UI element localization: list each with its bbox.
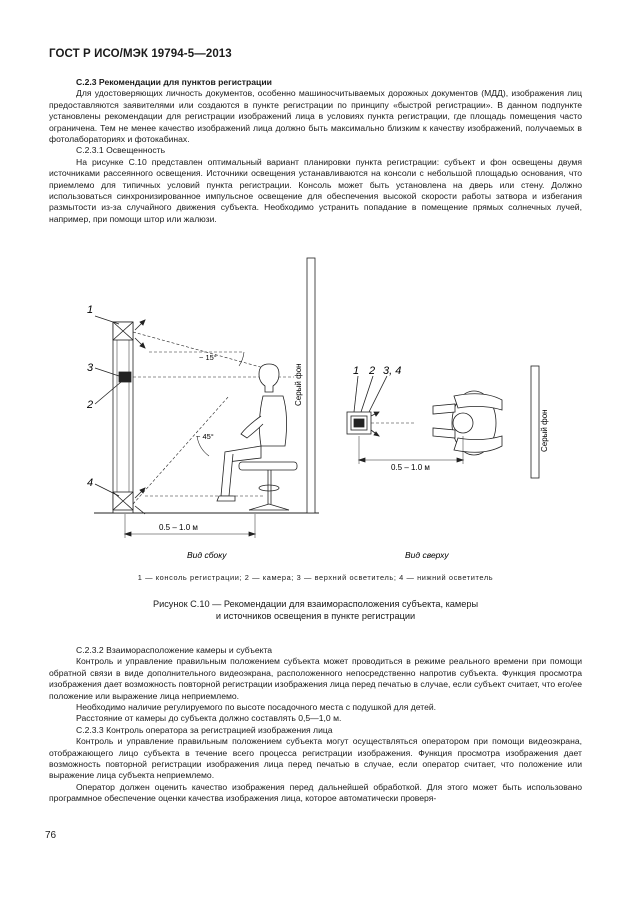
paragraph: Для удостоверяющих личность документов, особенно машиносчитываемых дорожных документов (МДД), изображения лиц предоставляются заявителями или создаются в пункте регистрации по принципу «быстрой регистрации». В данном подпункте установлены рекомендации для регистрации изображений лица в условиях пункта регистрации, где площадь помещения часто ограничена. Тем не менее качество изображений лица должно быть максимально близким к качеству изображений, получаемых в фотолабораториях и фотокабинах. (49, 88, 582, 145)
paragraph: Контроль и управление правильным положением субъекта могут осуществляться оператором при помощи видеоэкрана, отображающего лицо субъекта в течение всего процесса регистрации изображения. Функция просмотра изображения дает возможность повторной регистрации изображения лица перед печатью в случае, если оператор считает, что положение или выражение лица субъекта неприемлемо. (49, 736, 582, 781)
label-1-side: 1 (87, 304, 94, 316)
bg-label-top: Серый фон (540, 409, 549, 452)
figure-caption (49, 598, 582, 622)
label-3-side: 3 (87, 362, 94, 374)
label-34-top: 3, 4 (383, 365, 402, 377)
view-side-caption: Вид сбоку (187, 550, 227, 560)
paragraph: На рисунке С.10 представлен оптимальный вариант планировки пункта регистрации: субъект и фон освещены двумя источниками рассеянного освещения. Источники освещения устанавливаются на консоли с небольшой площадью основания, что приемлемо для типичных условий пункта регистрации. Консоль может быть установлена на дверь или стену. Должно использоваться синхронизированное импульсное освещение для обеспечения высокой скорости работы затвора и избегания размытости из-за случайного движения субъекта. Необходимо устранить попадание в помещение прямых солнечных лучей, например, при помощи штор или жалюзи. (49, 156, 582, 224)
angle-lower-label: ~ 45° (196, 432, 214, 441)
paragraph: Необходимо наличие регулируемого по высоте посадочного места с подушкой для детей. (76, 702, 437, 713)
paragraph: Оператор должен оценить качество изображения перед дальнейшей обработкой. Для этого может быть использовано программное обеспечение оценки качества изображения лица, которое автоматически проверя- (49, 781, 582, 804)
bg-label-side: Серый фон (294, 363, 303, 406)
body-text-bottom (49, 645, 582, 805)
subsection-heading: С.2.3.3 Контроль оператора за регистрацией изображения лица (76, 724, 333, 735)
label-2-top: 2 (369, 365, 376, 377)
paragraph: Расстояние от камеры до субъекта должно составлять 0,5—1,0 м. (76, 713, 342, 724)
page-header: ГОСТ Р ИСО/МЭК 19794-5—2013 (49, 48, 232, 60)
side-distance-label: 0.5 – 1.0 м (159, 523, 198, 532)
figure-drawing (49, 256, 582, 576)
section-heading: С.2.3 Рекомендации для пунктов регистрации (76, 77, 272, 87)
view-top-caption: Вид сверху (405, 550, 449, 560)
top-distance-label: 0.5 – 1.0 м (391, 463, 430, 472)
caption-line-1: Рисунок С.10 — Рекомендации для взаиморасположения субъекта, камеры (152, 599, 479, 609)
label-1-top: 1 (353, 365, 360, 377)
label-2-side: 2 (87, 399, 94, 411)
angle-upper-label: ~ 15° (199, 353, 217, 362)
caption-line-2: и источников освещения в пункте регистрации (215, 611, 416, 621)
page-number: 76 (45, 830, 57, 841)
figure-legend: 1 — консоль регистрации; 2 — камера; 3 — верхний осветитель; 4 — нижний осветитель (137, 573, 494, 582)
subsection-heading: С.2.3.2 Взаиморасположение камеры и субъекта (76, 645, 273, 655)
label-4-side: 4 (87, 477, 94, 489)
subsection-heading: С.2.3.1 Освещенность (76, 145, 166, 156)
figure-c10 (49, 256, 582, 626)
paragraph: Контроль и управление правильным положением субъекта может проводиться в режиме реального времени при помощи обратной связи в виде дополнительного видеоэкрана, расположенного непосредственно напротив субъекта. Функция просмотра изображения дает возможность повторной регистрации изображения лица перед печатью в случае, если субъект считает, что его/ее положение или выражение лица неприемлемо. (49, 656, 582, 701)
body-text-top (49, 77, 582, 225)
